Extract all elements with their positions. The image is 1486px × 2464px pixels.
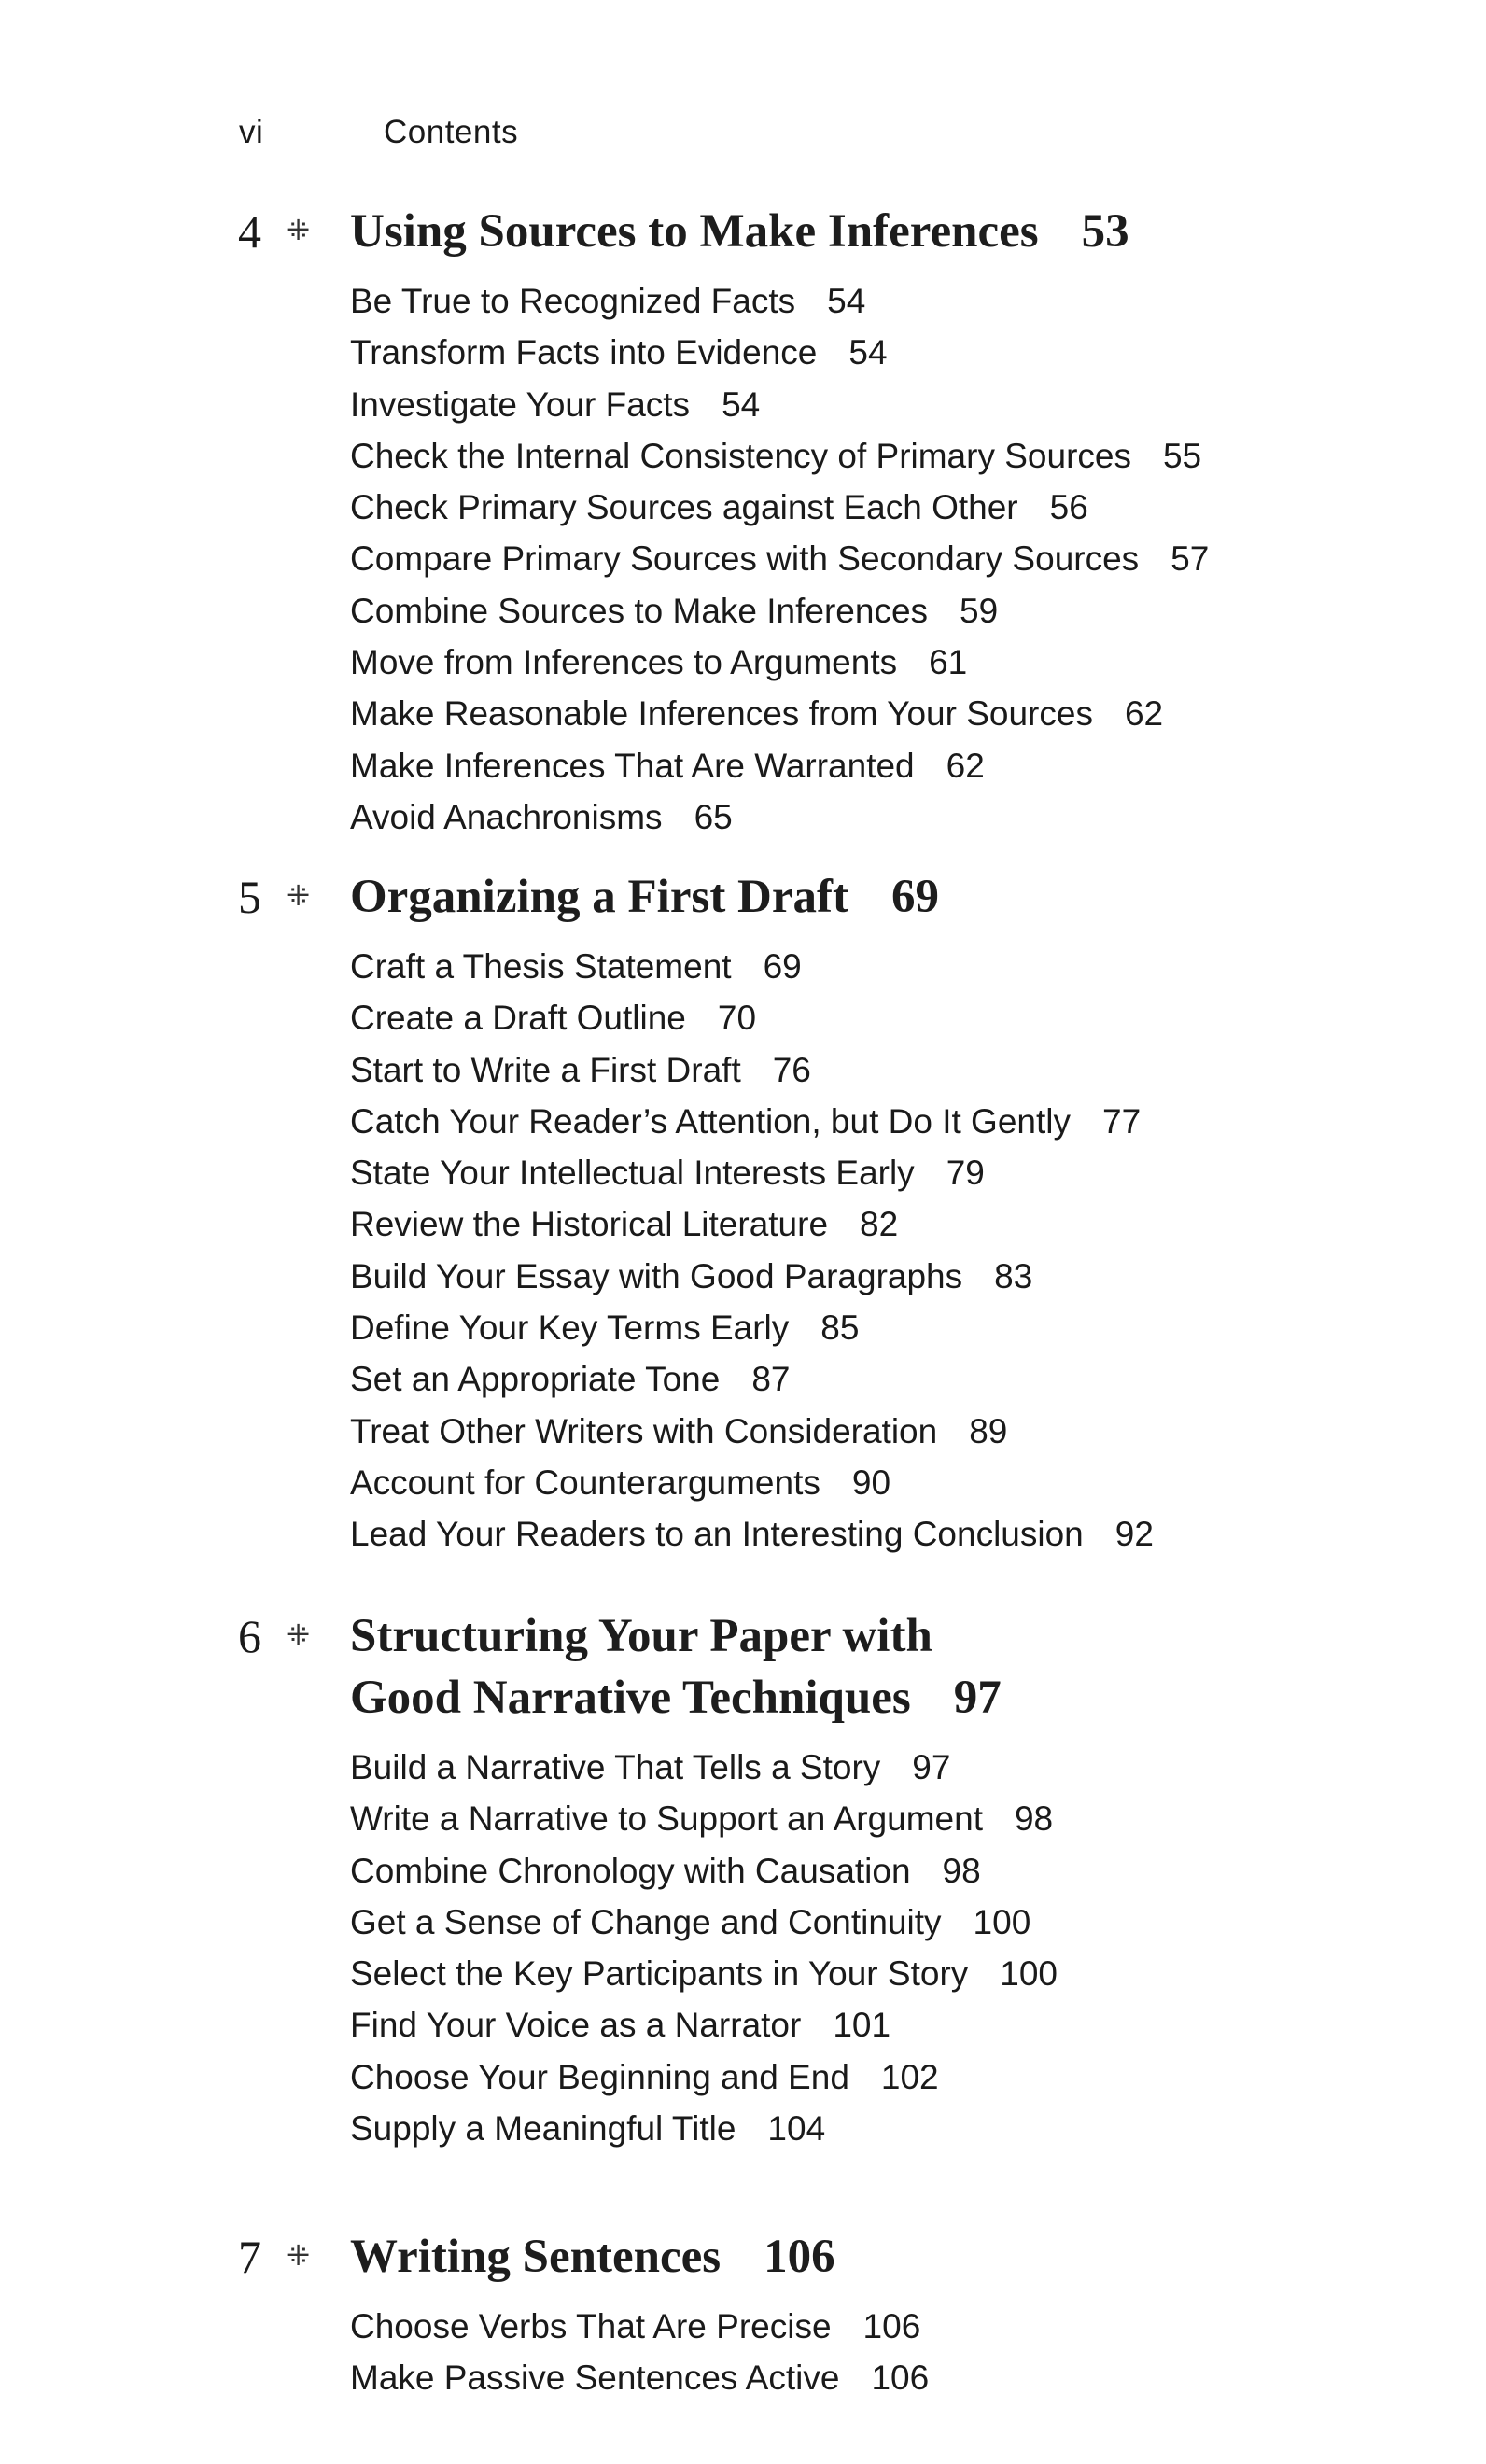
toc-entry bbox=[350, 1198, 1154, 1250]
toc-entry-title: Investigate Your Facts bbox=[350, 385, 691, 424]
chapter-number: 6 bbox=[238, 1610, 261, 1662]
toc-entry-page: 82 bbox=[860, 1205, 899, 1244]
toc-entry-page: 54 bbox=[722, 385, 761, 424]
toc-entry-title: Make Inferences That Are Warranted bbox=[350, 746, 915, 785]
chapter-page-number: 106 bbox=[764, 2231, 835, 2283]
toc-entry bbox=[350, 379, 1209, 430]
toc-entry-page: 102 bbox=[880, 2057, 939, 2096]
toc-entry-title: Select the Key Participants in Your Story bbox=[350, 1954, 969, 1994]
toc-entry bbox=[350, 1251, 1154, 1302]
toc-entry-page: 106 bbox=[871, 2359, 930, 2398]
toc-entry-page: 65 bbox=[694, 797, 733, 836]
toc-entry-page: 54 bbox=[827, 282, 866, 320]
toc-entry bbox=[350, 1302, 1154, 1353]
toc-entry-page: 70 bbox=[717, 999, 757, 1038]
ornament-icon: ⁜ bbox=[287, 2240, 311, 2273]
toc-entry bbox=[350, 1948, 1058, 1999]
toc-entry bbox=[350, 1508, 1154, 1560]
toc-entry bbox=[350, 637, 1209, 688]
toc-entry bbox=[350, 740, 1209, 791]
toc-entry-title: Make Reasonable Inferences from Your Sources bbox=[350, 694, 1093, 734]
chapter-6 bbox=[238, 1605, 1058, 2154]
toc-entry bbox=[350, 1742, 1058, 1793]
toc-entry-title: Treat Other Writers with Consideration bbox=[350, 1411, 938, 1450]
chapter-page-number: 97 bbox=[953, 1672, 1002, 1724]
toc-entry-title: Combine Sources to Make Inferences bbox=[350, 591, 929, 630]
toc-entry bbox=[350, 1096, 1154, 1147]
toc-entry-title: Make Passive Sentences Active bbox=[350, 2359, 840, 2398]
chapter-5 bbox=[238, 866, 1154, 1561]
toc-entry bbox=[350, 1044, 1154, 1096]
chapter-page-number: 69 bbox=[890, 871, 939, 923]
section-list bbox=[350, 275, 1209, 843]
toc-entry bbox=[350, 1793, 1058, 1844]
toc-entry bbox=[350, 1999, 1058, 2051]
toc-entry bbox=[350, 2301, 929, 2352]
toc-entry bbox=[350, 1845, 1058, 1897]
chapter-number: 4 bbox=[238, 205, 261, 258]
toc-entry-page: 62 bbox=[1124, 694, 1164, 734]
toc-entry-page: 55 bbox=[1162, 436, 1202, 475]
toc-entry-title: Build Your Essay with Good Paragraphs bbox=[350, 1256, 963, 1295]
toc-entry-page: 56 bbox=[1049, 488, 1088, 527]
toc-entry-page: 106 bbox=[862, 2307, 921, 2345]
toc-entry bbox=[350, 1457, 1154, 1508]
toc-entry-page: 57 bbox=[1171, 539, 1210, 579]
chapter-title bbox=[350, 1605, 1002, 1729]
toc-entry bbox=[350, 941, 1154, 992]
chapter-7 bbox=[238, 2226, 929, 2404]
toc-entry bbox=[350, 275, 1209, 327]
toc-entry-title: Be True to Recognized Facts bbox=[350, 282, 796, 320]
toc-entry-title: Write a Narrative to Support an Argument bbox=[350, 1799, 983, 1839]
toc-entry-page: 87 bbox=[751, 1360, 791, 1399]
chapter-title-text: Organizing a First Draft bbox=[350, 871, 848, 923]
chapter-title-text: Using Sources to Make Inferences bbox=[350, 205, 1039, 258]
chapter-title-line bbox=[350, 1605, 1002, 1667]
chapter-title-line bbox=[350, 201, 1129, 262]
toc-entry-page: 83 bbox=[994, 1256, 1033, 1295]
toc-entry-title: Transform Facts into Evidence bbox=[350, 333, 818, 372]
chapter-title bbox=[350, 866, 939, 928]
toc-entry-page: 100 bbox=[1000, 1954, 1058, 1994]
ornament-icon: ⁜ bbox=[287, 1619, 311, 1652]
toc-entry-title: Set an Appropriate Tone bbox=[350, 1360, 721, 1399]
running-head-title: Contents bbox=[384, 114, 519, 150]
toc-entry bbox=[350, 1897, 1058, 1948]
toc-entry-title: Check Primary Sources against Each Other bbox=[350, 488, 1018, 527]
toc-entry-title: Craft a Thesis Statement bbox=[350, 947, 732, 986]
toc-entry-page: 62 bbox=[946, 746, 985, 785]
chapter-heading bbox=[238, 2226, 929, 2288]
toc-entry-title: Get a Sense of Change and Continuity bbox=[350, 1902, 942, 1941]
chapter-title-line bbox=[350, 1667, 1002, 1729]
toc-entry-title: Compare Primary Sources with Secondary Sources bbox=[350, 539, 1140, 579]
toc-entry bbox=[350, 533, 1209, 584]
chapter-title bbox=[350, 201, 1129, 262]
toc-entry-title: Move from Inferences to Arguments bbox=[350, 643, 898, 682]
chapter-title-line bbox=[350, 2226, 835, 2288]
toc-entry bbox=[350, 791, 1209, 843]
toc-entry-title: Supply a Meaningful Title bbox=[350, 2109, 736, 2149]
chapter-title-line bbox=[350, 866, 939, 928]
toc-entry-title: State Your Intellectual Interests Early bbox=[350, 1154, 915, 1193]
toc-entry-page: 89 bbox=[969, 1411, 1008, 1450]
toc-entry-title: Define Your Key Terms Early bbox=[350, 1309, 790, 1348]
toc-entry bbox=[350, 482, 1209, 533]
chapter-4 bbox=[238, 201, 1209, 843]
toc-entry-page: 100 bbox=[973, 1902, 1031, 1941]
section-list bbox=[350, 2301, 929, 2404]
ornament-icon: ⁜ bbox=[287, 880, 311, 913]
toc-entry bbox=[350, 2051, 1058, 2103]
chapter-title-text: Writing Sentences bbox=[350, 2231, 722, 2283]
toc-entry-title: Choose Verbs That Are Precise bbox=[350, 2307, 832, 2345]
toc-entry-title: Lead Your Readers to an Interesting Conclusion bbox=[350, 1515, 1084, 1554]
toc-entry-page: 97 bbox=[912, 1748, 951, 1786]
toc-entry-page: 54 bbox=[848, 333, 888, 372]
toc-entry bbox=[350, 1406, 1154, 1457]
toc-entry-title: Find Your Voice as a Narrator bbox=[350, 2006, 802, 2045]
running-head bbox=[239, 114, 518, 151]
chapter-heading bbox=[238, 201, 1209, 262]
page-folio: vi bbox=[239, 114, 264, 150]
toc-entry-page: 76 bbox=[772, 1050, 811, 1089]
chapter-title-text: Good Narrative Techniques bbox=[350, 1672, 911, 1724]
toc-entry-page: 90 bbox=[851, 1463, 891, 1502]
chapter-heading bbox=[238, 1605, 1058, 1729]
toc-entry-page: 77 bbox=[1102, 1101, 1142, 1141]
toc-entry-title: Create a Draft Outline bbox=[350, 999, 686, 1038]
toc-entry bbox=[350, 585, 1209, 637]
chapter-number: 5 bbox=[238, 871, 261, 923]
toc-entry-title: Check the Internal Consistency of Primary Sources bbox=[350, 436, 1131, 475]
section-list bbox=[350, 941, 1154, 1561]
toc-entry-page: 98 bbox=[942, 1851, 981, 1890]
toc-entry-page: 85 bbox=[820, 1309, 860, 1348]
toc-entry-page: 92 bbox=[1114, 1515, 1154, 1554]
toc-entry-title: Combine Chronology with Causation bbox=[350, 1851, 911, 1890]
toc-entry bbox=[350, 992, 1154, 1043]
toc-entry-title: Avoid Anachronisms bbox=[350, 797, 663, 836]
toc-entry-title: Start to Write a First Draft bbox=[350, 1050, 741, 1089]
toc-entry bbox=[350, 2103, 1058, 2154]
toc-entry bbox=[350, 430, 1209, 482]
toc-entry bbox=[350, 327, 1209, 378]
toc-entry-title: Choose Your Beginning and End bbox=[350, 2057, 849, 2096]
toc-entry-page: 59 bbox=[960, 591, 999, 630]
chapter-title-text: Structuring Your Paper with bbox=[350, 1610, 932, 1662]
toc-entry-page: 69 bbox=[763, 947, 802, 986]
toc-entry-page: 61 bbox=[929, 643, 968, 682]
toc-entry bbox=[350, 1353, 1154, 1405]
toc-entry-page: 101 bbox=[833, 2006, 891, 2045]
section-list bbox=[350, 1742, 1058, 2154]
chapter-page-number: 53 bbox=[1081, 205, 1129, 258]
toc-entry-page: 104 bbox=[767, 2109, 826, 2149]
toc-entry bbox=[350, 1147, 1154, 1198]
toc-entry bbox=[350, 688, 1209, 739]
toc-entry bbox=[350, 2352, 929, 2403]
toc-entry-title: Catch Your Reader’s Attention, but Do It Gently bbox=[350, 1101, 1071, 1141]
toc-entry-title: Review the Historical Literature bbox=[350, 1205, 829, 1244]
toc-entry-page: 98 bbox=[1014, 1799, 1054, 1839]
toc-entry-title: Account for Counterarguments bbox=[350, 1463, 820, 1502]
chapter-number: 7 bbox=[238, 2231, 261, 2283]
toc-entry-title: Build a Narrative That Tells a Story bbox=[350, 1748, 881, 1786]
chapter-title bbox=[350, 2226, 835, 2288]
ornament-icon: ⁜ bbox=[287, 215, 311, 247]
chapter-heading bbox=[238, 866, 1154, 928]
toc-entry-page: 79 bbox=[946, 1154, 985, 1193]
